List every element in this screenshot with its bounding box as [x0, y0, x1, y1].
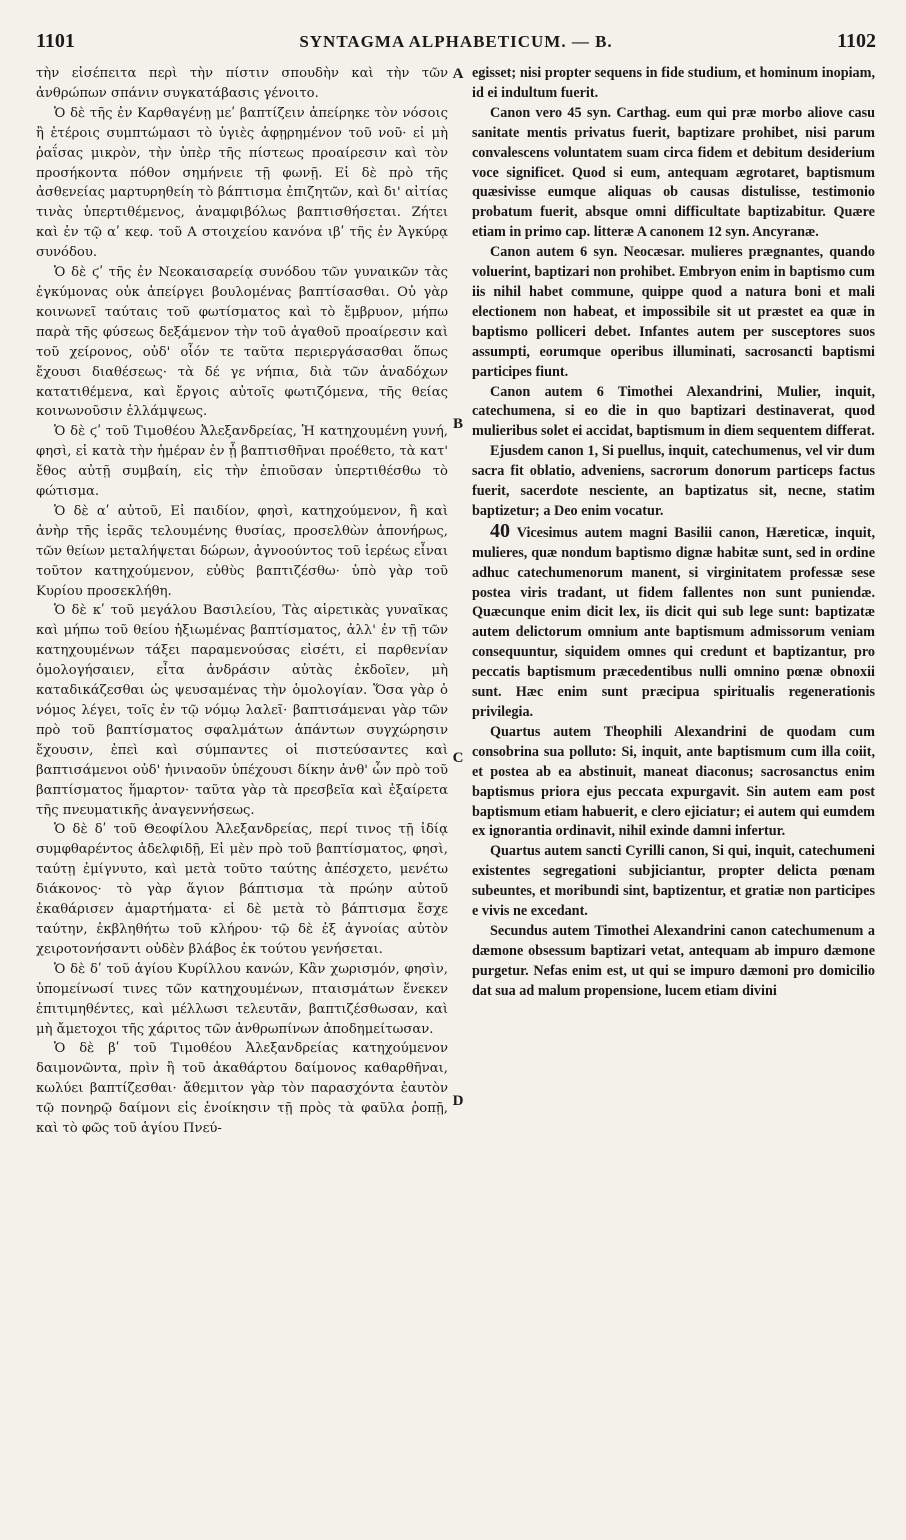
margin-letter-c: C [452, 750, 464, 766]
page-header [36, 30, 876, 60]
latin-paragraph: Quartus autem sancti Cyrilli canon, Si qui, inquit, catechumeni existentes segregationi subjiciantur, propter delicta pœnam subeuntes, et moribundi sint, baptizentur, et gratiæ non participes e vivis ne excedant. [472, 843, 875, 920]
latin-paragraph: Canon vero 45 syn. Carthag. eum qui præ morbo aliove casu sanitate mentis privatus fuerit, baptizare prohibet, nisi parum convalescens voluntatem suam circa fidem et debitum desiderium voce significet. Quod si eum, antequam ægrotaret, baptismum quæsivisse eumque aliquas ob causas distulisse, testimonio probatum fuerit, absque omni difficultate baptizabitur. Quære etiam in primo cap. litteræ A canonem 12 syn. Ancyranæ. [472, 104, 875, 241]
margin-letter-b: B [452, 416, 463, 432]
greek-paragraph: Ὁ δὲ ϛʹ τῆς ἐν Νεοκαισαρείᾳ συνόδου τῶν γυναικῶν τὰς ἐγκύμονας οὐκ ἀπείργει βουλομένας βαπτίσασθαι. Οὐ γὰρ κοινωνεῖ ταύταις τοῦ φωτίσματος καὶ τὸ ἔμβρυον, μήπω παρὰ τῆς φύσεως δεξάμενον τὴν τοῦ ἀγαθοῦ προαίρεσιν καὶ τοῦ χείρονος, οὐδ' οἷόν τε ταῦτα περιεργάσασθαι ὅπως ἔχουσι διαθέσεως· τὰ δέ γε νήπια, διὰ τῶν ἀναδόχων κατατιθέμενα, καὶ ἔργοις αὐτοῖς φωτιζόμενα, τῆς θείας κοινωνοῦσιν ἐλλάμψεως. [36, 265, 448, 420]
margin-letter-a: A [452, 66, 464, 82]
page-number-left: 1101 [36, 30, 75, 52]
greek-paragraph: Ὁ δὲ ϛʹ τοῦ Τιμοθέου Ἀλεξανδρείας, Ἡ κατηχουμένη γυνή, φησὶ, εἰ κατὰ τὴν ἡμέραν ἐν ᾗ βαπτισθῆναι προέθετο, τὰ κατ' ἔθος αὐτῇ συμβαίη, εἰς τὴν ἐπιοῦσαν ὑπερτιθέσθω τὸ φώτισμα. [36, 424, 448, 500]
greek-column [36, 64, 448, 1524]
greek-paragraph: Ὁ δὲ βʹ τοῦ Τιμοθέου Ἀλεξανδρείας κατηχούμενον δαιμονῶντα, πρὶν ἢ τοῦ ἀκαθάρτου δαίμονος καθαρθῆναι, κωλύει βαπτίζεσθαι· ἄθεμιτον γὰρ τὸν παρασχόντα ἑαυτὸν τῷ πονηρῷ δαίμονι εἰς ἐνοίκησιν τῇ πρὸς τὰ φαῦλα ῥοπῇ, καὶ τὸ φῶς τοῦ ἁγίου Πνεύ- [36, 1041, 448, 1137]
greek-paragraph: Ὁ δὲ τῆς ἐν Καρθαγένῃ μεʹ βαπτίζειν ἀπείρηκε τὸν νόσοις ἢ ἑτέροις συμπτώμασι τὸ ὑγιὲς ἀφῃρημένον τοῦ νοῦ· εἰ μὴ ῥαΐσας μικρὸν, τὴν ὑπὲρ τῆς πίστεως προαίρεσιν καὶ τὸν προσήκοντα πόθον σημήνειε τῇ φωνῇ. Εἰ δὲ πρὸ τῆς ἀσθενείας μαρτυρηθείη τὸ βάπτισμα ἐπιζητῶν, καὶ δι' αἰτίας τινὰς ὑπερτιθέμενος, ἀναμφιβόλως βαπτισθήσεται. Ζήτει καὶ ἐν τῷ αʹ κεφ. τοῦ Α στοιχείου κανόνα ιβʹ τῆς ἐν Ἀγκύρᾳ συνόδου. [36, 105, 448, 261]
latin-paragraph: Ejusdem canon 1, Si puellus, inquit, catechumenus, vel vir dum sacra fit oblatio, adveniens, sacrorum donorum particeps factus fuerit, sacerdote nesciente, an baptizatus sit, necne, statim baptizetur; a Deo enim vocatur. [472, 443, 875, 519]
greek-paragraph: τὴν εἰσέπειτα περὶ τὴν πίστιν σπουδὴν καὶ τὴν τῶν ἀνθρώπων σπάνιν συγκατάβασις γένοιτο. [36, 66, 448, 101]
greek-paragraph: Ὁ δὲ αʹ αὐτοῦ, Εἰ παιδίον, φησὶ, κατηχούμενον, ἢ καὶ ἀνὴρ τῆς ἱερᾶς τελουμένης θυσίας, προσελθὼν ἀπονήρως, τῶν θείων μεταλήψεται δώρων, ἀγνοούντος τοῦ ἱερέως εἶναι τοῦτον κατηχούμενον, εὐθὺς βαπτιζέσθω· ὑπὸ γὰρ τοῦ Κυρίου προσεκλήθη. [36, 503, 448, 599]
latin-paragraph: Secundus autem Timothei Alexandrini canon catechumenum a dæmone obsessum baptizari vetat, antequam ab impuro dæmone purgetur. Nefas enim est, ut qui se impuro dæmoni pro domicilio dat sua ad malum propensione, lucem etiam divini [472, 922, 875, 999]
latin-paragraph: Quartus autem Theophili Alexandrini de quodam cum consobrina sua polluto: Si, inquit, ante baptismum cum illa coiit, et postea ab ea abstinuit, maneat diaconus; sacrosanctus enim baptismus priora ejus peccata expurgavit. Sin autem eam post baptismum etiam habuerit, e clero ejiciatur; ei autem qui eumdem ex ignorantia ordinavit, nihil exinde damni infertur. [472, 723, 875, 840]
running-title: SYNTAGMA ALPHABETICUM. — B. [299, 32, 613, 51]
greek-paragraph: Ὁ δὲ δʹ τοῦ ἁγίου Κυρίλλου κανών, Κἂν χωρισμόν, φησὶν, ὑπομείνωσί τινες τῶν κατηχουμένων, πταισμάτων ἕνεκεν ἐπιτιμηθέντες, καὶ μέλλωσι τελευτᾶν, βαπτιζέσθωσαν, καὶ μὴ ἄμετοχοι τῆς χάριτος τῶν ἀνθρωπίνων ἀποδημείτωσαν. [36, 961, 448, 1037]
latin-paragraph: egisset; nisi propter sequens in fide studium, et hominum inopiam, id ei indultum fuerit. [472, 65, 875, 101]
latin-paragraph: Canon autem 6 Timothei Alexandrini, Mulier, inquit, catechumena, si eo die in quo baptizari destinaverat, quod mulieribus solet ei accidat, baptismum in diem sequentem differat. [472, 383, 875, 440]
greek-paragraph: Ὁ δὲ δʹ τοῦ Θεοφίλου Ἀλεξανδρείας, περί τινος τῇ ἰδίᾳ συμφθαρέντος ἀδελφιδῇ, Εἰ μὲν πρὸ τοῦ βαπτίσματος, φησὶ, ταύτῃ ἐμίγνυτο, καὶ μετὰ τοῦτο ταύτης ἀπέσχετο, μενέτω διάκονος· τὸ γὰρ ἅγιον βάπτισμα τὰ πρώην αὐτοῦ ἐκαθάρισεν ἁμαρτήματα· εἰ δὲ μετὰ τὸ βάπτισμα ἔσχε ταύτην, ἐκβληθήτω τοῦ κλήρου· τῷ δὲ ἐξ ἀγνοίας αὐτὸν χειροτονήσαντι οὐδὲν βλάβος ἐκ τούτου γενήσεται. [36, 822, 448, 957]
margin-letter-d: D [452, 1093, 464, 1109]
latin-column [472, 64, 875, 1524]
latin-paragraph-text: Vicesimus autem magni Basilii canon, Hæreticæ, inquit, mulieres, quæ nondum baptismo dignæ habitæ sunt, sed in ordine adhuc catechumenorum manent, si virginitatem professæ sese postea viris tradant, ut fidem fallentes non sunt puniendæ. Quæcunque enim dicit lex, iis dicit qui sub lege sunt: baptizatæ autem delictorum omnium ante baptismum admissorum veniam consequuntur, siquidem omnes qui credunt et baptizantur, pro peccatis baptismum præcedentibus nulli omnino pœnæ obnoxii sunt. Hæc enim sunt præcipua spiritualis regenerationis privilegia. [472, 524, 875, 720]
fragment-number: 40 [490, 519, 510, 542]
latin-paragraph [472, 519, 875, 723]
page-number-right: 1102 [837, 30, 876, 52]
greek-paragraph: Ὁ δὲ κʹ τοῦ μεγάλου Βασιλείου, Τὰς αἱρετικὰς γυναῖκας καὶ μήπω τοῦ θείου ἠξιωμένας βαπτίσματος, ἀλλ' ἐν τῇ τῶν κατηχουμένων τάξει παραμενούσας εἰσέτι, εἰ παρθενίαν ὁμολογήσαιεν, εἶτα ἀνδράσιν αὐτὰς ἐκδοῖεν, μὴ καταδικάζεσθαι ὡς ψευσαμένας τὴν ὁμολογίαν. Ὅσα γὰρ ὁ νόμος λέγει, τοῖς ἐν τῷ νόμῳ λαλεῖ· βαπτισάμεναι γὰρ τῶν πρὸ τοῦ βαπτίσματος σφαλμάτων ἁπάντων συγχώρησιν ἔχουσιν, ἐπεὶ καὶ σύμπαντες οἱ πιστεύσαντες καὶ βαπτισάμενοι οὐδ' ἠνιναοῦν ὑπέχουσι δίκην ἀνθ' ὧν πρὸ τοῦ βαπτίσματος ἥμαρτον· ταῦτα γὰρ τὰ πρεσβεῖα καὶ ἐξαίρετα τῆς πνευματικῆς ἀναγεννήσεως. [36, 603, 448, 818]
latin-paragraph: Canon autem 6 syn. Neocæsar. mulieres prægnantes, quando voluerint, baptizari non prohibet. Embryon enim in baptismo cum iis nihil habet commune, quippe quod a natura boni et mali electionem non habeat, et impossibile sit ut præstet ea quæ in baptismo polliceri debet. Infantes autem per susceptores suos assumpti, eorumque operibus illuminati, sacrosancti baptismi participes fiunt. [472, 244, 875, 380]
